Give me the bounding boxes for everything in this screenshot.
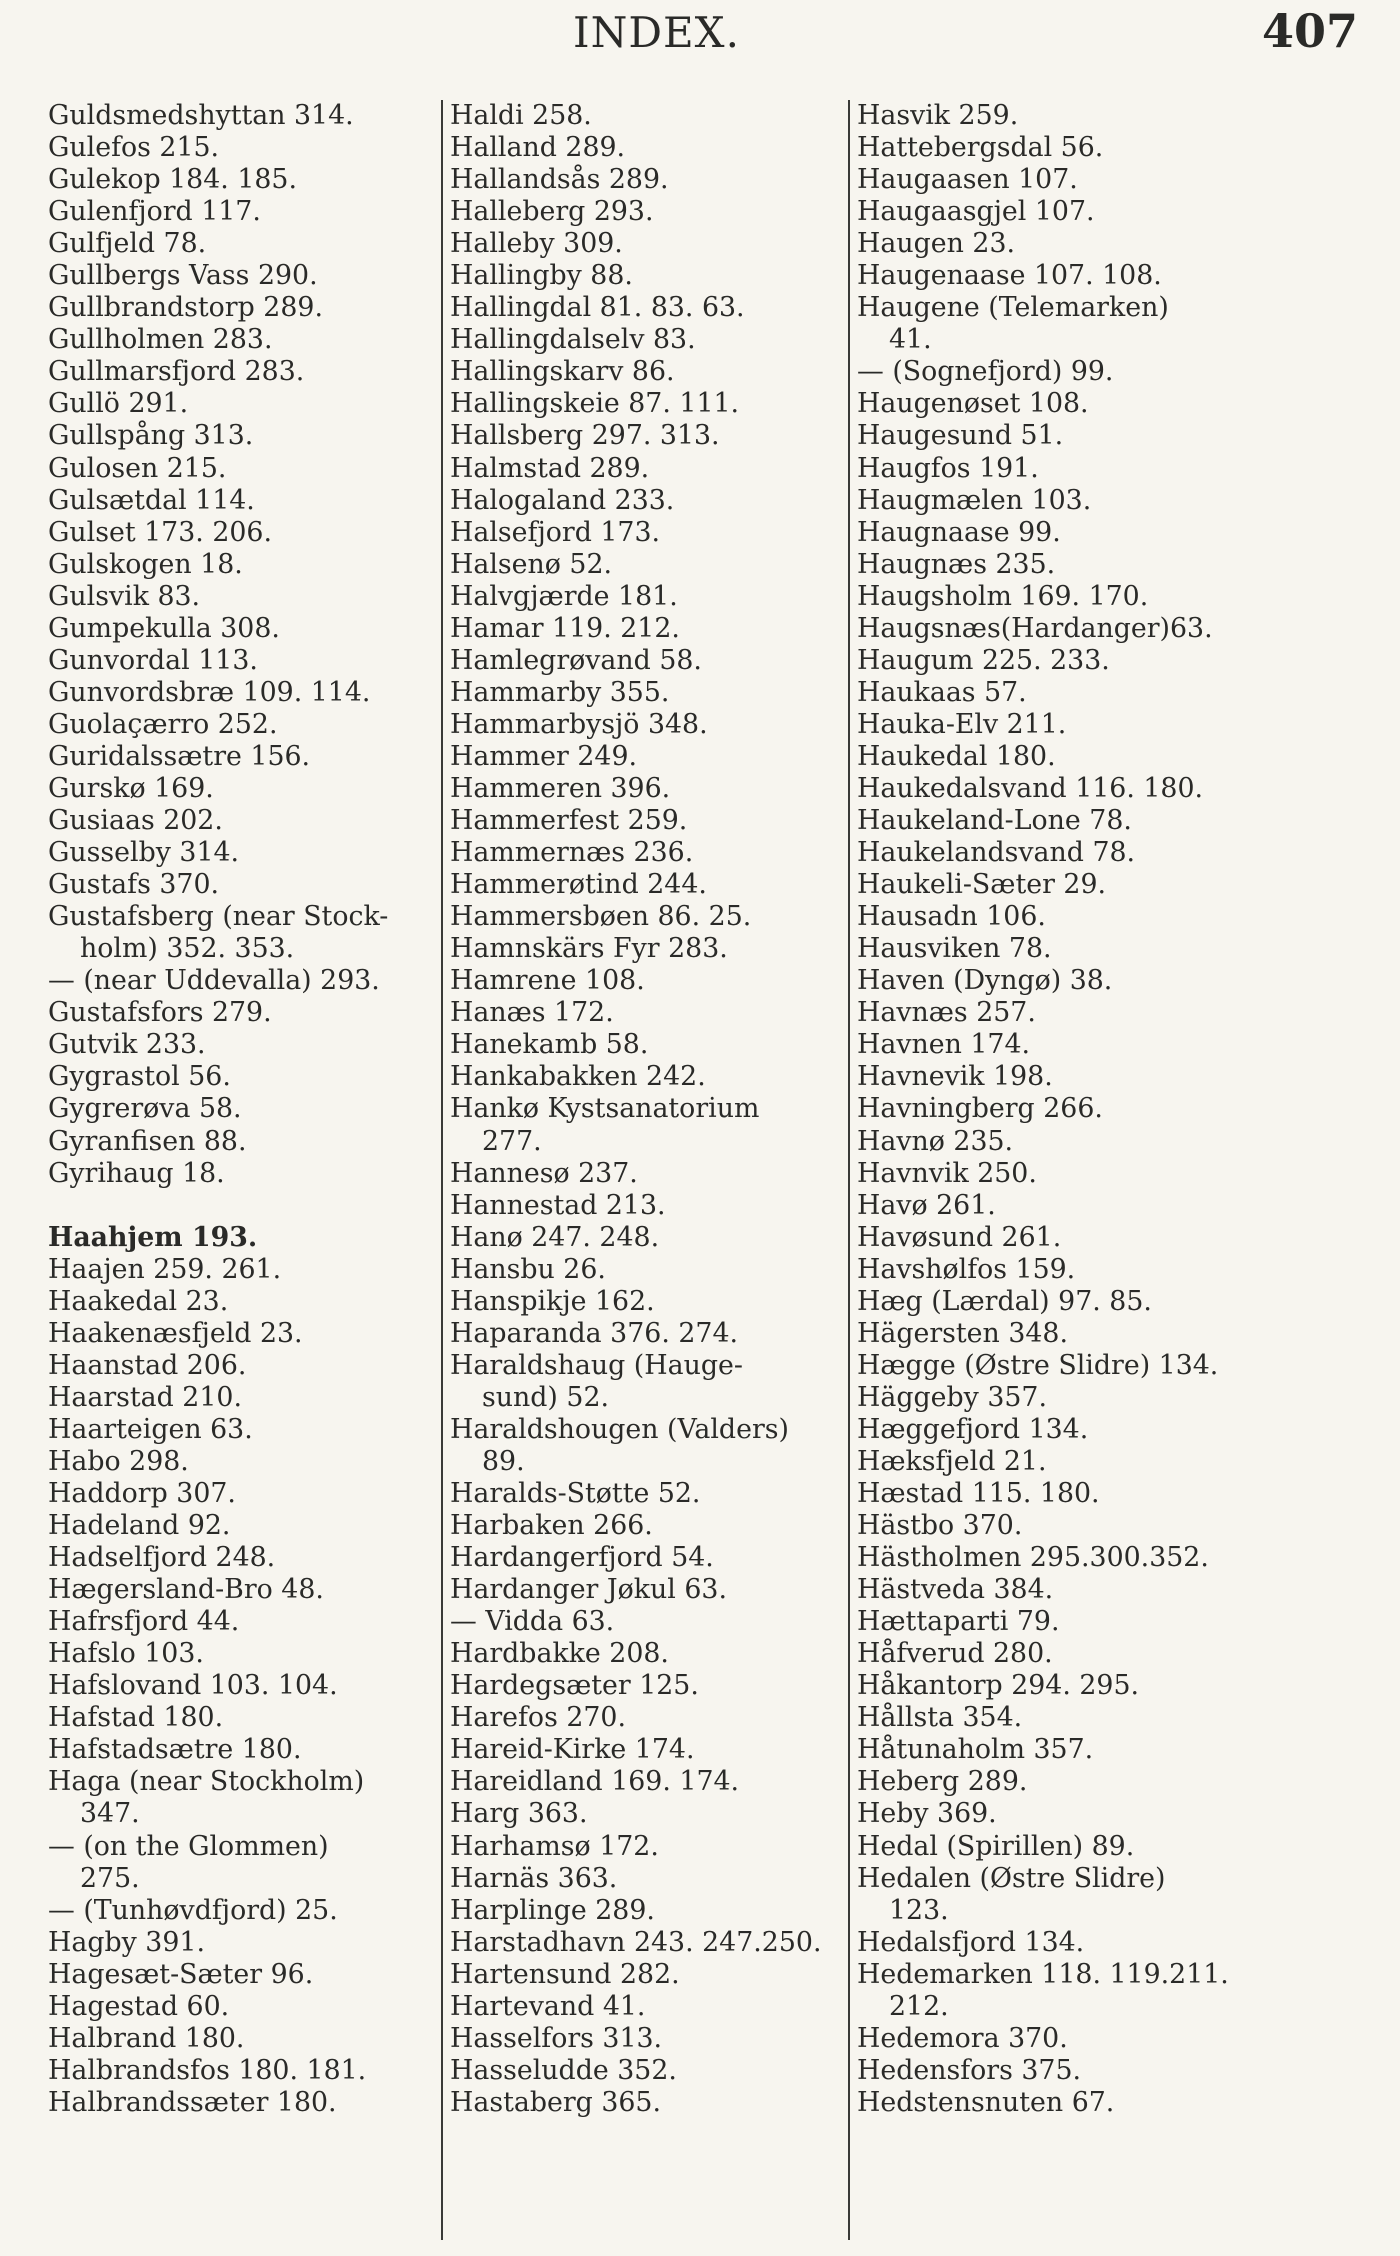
- index-entry: Hægersland-Bro 48.: [48, 1574, 324, 1606]
- index-entry: Hästbo 370.: [857, 1510, 1023, 1542]
- index-entry: Gulskogen 18.: [48, 548, 243, 580]
- index-entry: — (on the Glommen): [48, 1830, 329, 1862]
- index-entry-continuation: 212.: [889, 1990, 949, 2022]
- index-entry: Hedstensnuten 67.: [857, 2086, 1115, 2118]
- index-entry: Haanstad 206.: [48, 1349, 247, 1381]
- index-entry: Hartevand 41.: [450, 1990, 646, 2022]
- index-entry: Hallingby 88.: [450, 260, 633, 292]
- index-entry: Hallingskarv 86.: [450, 356, 675, 388]
- index-entry: Hedensfors 375.: [857, 2054, 1082, 2086]
- index-entry: Haukelandsvand 78.: [857, 837, 1136, 869]
- index-entry: Harstadhavn 243. 247.250.: [450, 1926, 822, 1958]
- index-entry-continuation: 89.: [482, 1445, 525, 1477]
- index-entry: Haga (near Stockholm): [48, 1766, 365, 1798]
- index-entry: Hästveda 384.: [857, 1574, 1054, 1606]
- index-entry: Hardangerfjord 54.: [450, 1542, 714, 1574]
- index-entry: Hartensund 282.: [450, 1958, 680, 1990]
- index-entry: Gustafs 370.: [48, 869, 220, 901]
- index-column-3: [848, 100, 1257, 2240]
- index-entry: Gullbergs Vass 290.: [48, 260, 318, 292]
- index-entry: Haralds-Støtte 52.: [450, 1478, 701, 1510]
- index-entry: Hæggefjord 134.: [857, 1413, 1089, 1445]
- index-entry: Gyranfisen 88.: [48, 1125, 247, 1157]
- index-entry: Haugenøset 108.: [857, 388, 1089, 420]
- index-entry: Hafstad 180.: [48, 1702, 224, 1734]
- index-entry: Hanø 247. 248.: [450, 1221, 660, 1253]
- index-entry: Haukeli-Sæter 29.: [857, 869, 1107, 901]
- index-entry: Guolaçærro 252.: [48, 708, 278, 740]
- index-entry: Halleberg 293.: [450, 196, 654, 228]
- index-entry: — Vidda 63.: [450, 1606, 615, 1638]
- index-entry: Gurskø 169.: [48, 772, 214, 804]
- index-entry: Hallandsås 289.: [450, 164, 669, 196]
- section-gap: [48, 1190, 440, 1222]
- index-entry: Gutvik 233.: [48, 1029, 206, 1061]
- index-entry: Hallingskeie 87. 111.: [450, 388, 740, 420]
- index-entry: Haraldshougen (Valders): [450, 1413, 789, 1445]
- index-entry: Hattebergsdal 56.: [857, 132, 1104, 164]
- index-entry: Haugsnæs(Hardanger)63.: [857, 612, 1213, 644]
- index-entry: Halbrandssæter 180.: [48, 2086, 337, 2118]
- index-entry: Haugaasgjel 107.: [857, 196, 1095, 228]
- index-entry: — (near Uddevalla) 293.: [48, 965, 380, 997]
- index-entry: Hasseludde 352.: [450, 2054, 677, 2086]
- index-entry: Hafrsfjord 44.: [48, 1606, 240, 1638]
- index-entry: Hanekamb 58.: [450, 1029, 649, 1061]
- index-entry: Hagesæt-Sæter 96.: [48, 1958, 314, 1990]
- index-entry: Gunvordsbræ 109. 114.: [48, 676, 371, 708]
- index-entry: Hadeland 92.: [48, 1510, 231, 1542]
- index-entry: Havnevik 198.: [857, 1061, 1053, 1093]
- index-entry: Harhamsø 172.: [450, 1830, 659, 1862]
- page-number: 407: [1261, 4, 1358, 58]
- index-entry: Haraldshaug (Hauge-: [450, 1349, 743, 1381]
- index-entry: Haugnaase 99.: [857, 516, 1061, 548]
- index-entry: Hættaparti 79.: [857, 1606, 1060, 1638]
- index-entry: Haakedal 23.: [48, 1285, 229, 1317]
- index-entry: Gulsvik 83.: [48, 580, 201, 612]
- index-entry-continuation: 347.: [80, 1798, 140, 1830]
- index-entry: Hanæs 172.: [450, 997, 614, 1029]
- index-entry: Hafslo 103.: [48, 1638, 204, 1670]
- index-entry: Hafstadsætre 180.: [48, 1734, 302, 1766]
- index-entry: Guridalssætre 156.: [48, 740, 311, 772]
- index-entry: Gyrihaug 18.: [48, 1157, 225, 1189]
- index-entry: Hedal (Spirillen) 89.: [857, 1830, 1135, 1862]
- index-entry: Gulefos 215.: [48, 132, 220, 164]
- index-entry: Hausadn 106.: [857, 901, 1046, 933]
- index-entry: Halsefjord 173.: [450, 516, 661, 548]
- index-entry: Hallsberg 297. 313.: [450, 420, 720, 452]
- index-entry: Haparanda 376. 274.: [450, 1317, 739, 1349]
- index-entry: Hägersten 348.: [857, 1317, 1068, 1349]
- index-entry: Hedalen (Østre Slidre): [857, 1862, 1166, 1894]
- index-entry: Haugen 23.: [857, 228, 1016, 260]
- index-entry: Gullbrandstorp 289.: [48, 292, 323, 324]
- index-entry: Havnvik 250.: [857, 1157, 1037, 1189]
- index-entry: Haven (Dyngø) 38.: [857, 965, 1113, 997]
- index-entry: Havningberg 266.: [857, 1093, 1103, 1125]
- index-entry: Gygrerøva 58.: [48, 1093, 242, 1125]
- index-entry: Hammer 249.: [450, 740, 638, 772]
- index-entry: Halmstad 289.: [450, 452, 650, 484]
- index-entry: Hausviken 78.: [857, 933, 1052, 965]
- index-entry: Haugaasen 107.: [857, 164, 1078, 196]
- index-entry: Hareid-Kirke 174.: [450, 1734, 695, 1766]
- index-entry: Hamnskärs Fyr 283.: [450, 933, 728, 965]
- index-entry: Hauka-Elv 211.: [857, 708, 1067, 740]
- index-entry: Hæstad 115. 180.: [857, 1478, 1100, 1510]
- index-entry-continuation: 41.: [889, 324, 932, 356]
- index-entry: Haugum 225. 233.: [857, 644, 1110, 676]
- index-entry: Hästholmen 295.300.352.: [857, 1542, 1209, 1574]
- index-entry: Hallingdal 81. 83. 63.: [450, 292, 745, 324]
- index-entry: Havnen 174.: [857, 1029, 1031, 1061]
- index-entry: Halland 289.: [450, 132, 626, 164]
- index-entry: Haukedal 180.: [857, 740, 1056, 772]
- index-entry: Haukedalsvand 116. 180.: [857, 772, 1204, 804]
- index-entry: Hamrene 108.: [450, 965, 645, 997]
- index-entry: Hedemora 370.: [857, 2022, 1068, 2054]
- index-entry: Harnäs 363.: [450, 1862, 618, 1894]
- index-entry: Gulosen 215.: [48, 452, 227, 484]
- index-entry: Haugsholm 169. 170.: [857, 580, 1149, 612]
- index-entry: Haukaas 57.: [857, 676, 1027, 708]
- index-entry: — (Sognefjord) 99.: [857, 356, 1114, 388]
- index-entry: Hæg (Lærdal) 97. 85.: [857, 1285, 1152, 1317]
- index-entry: Hagby 391.: [48, 1926, 205, 1958]
- index-entry: Heberg 289.: [857, 1766, 1028, 1798]
- index-column-2: [441, 100, 847, 2240]
- index-entry: Haugfos 191.: [857, 452, 1039, 484]
- index-entry: Gustafsberg (near Stock-: [48, 901, 389, 933]
- index-entry: Haldi 258.: [450, 100, 592, 131]
- index-entry: Harbaken 266.: [450, 1510, 653, 1542]
- index-entry: Guldsmedshyttan 314.: [48, 100, 354, 131]
- index-entry: Hastaberg 365.: [450, 2086, 661, 2118]
- index-entry: Hallingdalselv 83.: [450, 324, 696, 356]
- index-entry: Gusiaas 202.: [48, 805, 223, 837]
- index-entry: Haakenæsfjeld 23.: [48, 1317, 303, 1349]
- index-entry: Hæksfjeld 21.: [857, 1445, 1047, 1477]
- index-entry: Haajen 259. 261.: [48, 1253, 282, 1285]
- index-entry: Hadselfjord 248.: [48, 1542, 276, 1574]
- index-entry: Håkantorp 294. 295.: [857, 1670, 1140, 1702]
- index-entry-continuation: holm) 352. 353.: [80, 933, 295, 965]
- index-entry: Gygrastol 56.: [48, 1061, 231, 1093]
- index-entry: Hafslovand 103. 104.: [48, 1670, 338, 1702]
- index-entry: Gullö 291.: [48, 388, 189, 420]
- index-entry: Hagestad 60.: [48, 1990, 230, 2022]
- index-entry: Gumpekulla 308.: [48, 612, 280, 644]
- index-entry: Hammersbøen 86. 25.: [450, 901, 752, 933]
- index-entry-continuation: 277.: [482, 1125, 542, 1157]
- index-entry: Gulset 173. 206.: [48, 516, 272, 548]
- index-entry: Haarteigen 63.: [48, 1413, 253, 1445]
- index-entry: Gulekop 184. 185.: [48, 164, 297, 196]
- index-entry: Haddorp 307.: [48, 1478, 236, 1510]
- index-entry: Hammerfest 259.: [450, 805, 688, 837]
- index-entry: Hardegsæter 125.: [450, 1670, 699, 1702]
- index-entry: Gullmarsfjord 283.: [48, 356, 305, 388]
- index-entry: Håfverud 280.: [857, 1638, 1053, 1670]
- index-entry: Haugesund 51.: [857, 420, 1064, 452]
- index-entry: Hareidland 169. 174.: [450, 1766, 740, 1798]
- index-entry: Hanspikje 162.: [450, 1285, 655, 1317]
- index-entry: Gunvordal 113.: [48, 644, 258, 676]
- index-entry: Gulfjeld 78.: [48, 228, 207, 260]
- index-entry: Havshølfos 159.: [857, 1253, 1076, 1285]
- index-entry: Hægge (Østre Slidre) 134.: [857, 1349, 1219, 1381]
- index-entry-continuation: 275.: [80, 1862, 140, 1894]
- index-entry: Hedalsfjord 134.: [857, 1926, 1085, 1958]
- index-entry: Harefos 270.: [450, 1702, 626, 1734]
- index-entry: Hammeren 396.: [450, 772, 671, 804]
- index-entry: Hamlegrøvand 58.: [450, 644, 702, 676]
- index-entry: Harplinge 289.: [450, 1894, 655, 1926]
- index-entry: Hardanger Jøkul 63.: [450, 1574, 727, 1606]
- index-entry: Haahjem 193.: [48, 1221, 258, 1253]
- index-entry: Hållsta 354.: [857, 1702, 1023, 1734]
- page-title: INDEX.: [573, 8, 740, 57]
- index-entry: Harg 363.: [450, 1798, 588, 1830]
- index-entry: Hammerøtind 244.: [450, 869, 707, 901]
- index-entry: Halbrand 180.: [48, 2022, 245, 2054]
- index-entry: Hasvik 259.: [857, 100, 1019, 131]
- index-entry: Havøsund 261.: [857, 1221, 1062, 1253]
- index-entry: Gustafsfors 279.: [48, 997, 272, 1029]
- index-entry: Hammernæs 236.: [450, 837, 694, 869]
- index-entry: Hankabakken 242.: [450, 1061, 706, 1093]
- index-entry: Halleby 309.: [450, 228, 623, 260]
- index-entry: Halsenø 52.: [450, 548, 613, 580]
- index-entry: Gulsætdal 114.: [48, 484, 255, 516]
- index-entry: Hankø Kystsanatorium: [450, 1093, 760, 1125]
- index-entry: Håtunaholm 357.: [857, 1734, 1094, 1766]
- index-entry: Havø 261.: [857, 1189, 996, 1221]
- index-entry: Hasselfors 313.: [450, 2022, 663, 2054]
- index-entry: Haugmælen 103.: [857, 484, 1092, 516]
- index-column-1: [48, 100, 440, 2240]
- index-entry-continuation: 123.: [889, 1894, 949, 1926]
- index-entry: Haarstad 210.: [48, 1381, 242, 1413]
- index-entry: Heby 369.: [857, 1798, 997, 1830]
- index-entry: Häggeby 357.: [857, 1381, 1047, 1413]
- index-entry: Haugnæs 235.: [857, 548, 1056, 580]
- index-entry: Hammarbysjö 348.: [450, 708, 708, 740]
- index-entry: Halvgjærde 181.: [450, 580, 678, 612]
- index-entry: Havnø 235.: [857, 1125, 1014, 1157]
- index-entry-continuation: sund) 52.: [482, 1381, 610, 1413]
- index-entry: Halogaland 233.: [450, 484, 675, 516]
- index-entry: Hardbakke 208.: [450, 1638, 669, 1670]
- index-entry: Haukeland-Lone 78.: [857, 805, 1132, 837]
- index-entry: Gusselby 314.: [48, 837, 240, 869]
- index-entry: Habo 298.: [48, 1445, 189, 1477]
- index-entry: Havnæs 257.: [857, 997, 1036, 1029]
- index-entry: Halbrandsfos 180. 181.: [48, 2054, 367, 2086]
- index-entry: Haugene (Telemarken): [857, 292, 1169, 324]
- index-entry: Hamar 119. 212.: [450, 612, 680, 644]
- index-entry: Hammarby 355.: [450, 676, 670, 708]
- index-entry: Hannestad 213.: [450, 1189, 666, 1221]
- index-entry: Gulenfjord 117.: [48, 196, 261, 228]
- index-entry: Gullholmen 283.: [48, 324, 273, 356]
- index-entry: Haugenaase 107. 108.: [857, 260, 1162, 292]
- index-entry: — (Tunhøvdfjord) 25.: [48, 1894, 338, 1926]
- page-header: [0, 0, 1400, 80]
- index-entry: Gullspång 313.: [48, 420, 254, 452]
- index-entry: Hansbu 26.: [450, 1253, 606, 1285]
- index-entry: Hannesø 237.: [450, 1157, 638, 1189]
- index-entry: Hedemarken 118. 119.211.: [857, 1958, 1229, 1990]
